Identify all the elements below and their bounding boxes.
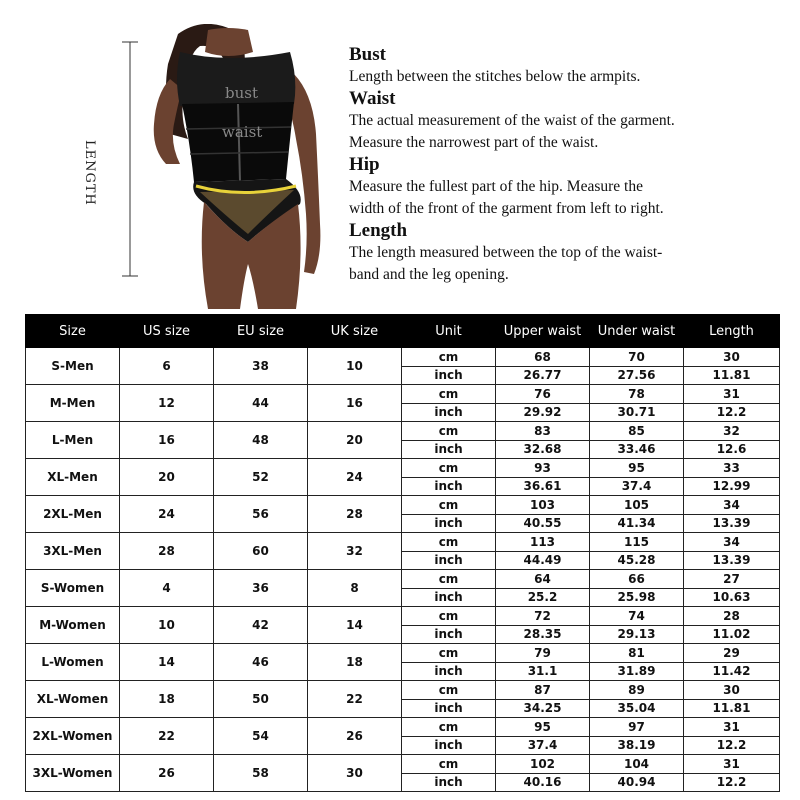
table-cell: inch [402, 625, 496, 644]
table-cell: cm [402, 422, 496, 441]
table-cell: 2XL-Men [26, 496, 120, 533]
table-cell: 36 [214, 570, 308, 607]
table-cell: 11.42 [684, 662, 780, 681]
length-ruler [115, 40, 145, 278]
table-cell: 32.68 [496, 440, 590, 459]
table-cell: cm [402, 496, 496, 515]
table-cell: inch [402, 736, 496, 755]
table-cell: 10 [308, 348, 402, 385]
table-cell: L-Women [26, 644, 120, 681]
table-cell: 32 [684, 422, 780, 441]
table-cell: M-Women [26, 607, 120, 644]
table-cell: 44 [214, 385, 308, 422]
table-cell: 79 [496, 644, 590, 663]
table-cell: 66 [590, 570, 684, 589]
description-text: band and the leg opening. [349, 266, 509, 283]
table-cell: 30 [308, 755, 402, 792]
table-cell: 28 [308, 496, 402, 533]
table-cell: 16 [120, 422, 214, 459]
table-cell: 89 [590, 681, 684, 700]
table-cell: 28 [120, 533, 214, 570]
table-cell: 12.99 [684, 477, 780, 496]
table-cell: 87 [496, 681, 590, 700]
table-cell: 74 [590, 607, 684, 626]
table-cell: 27 [684, 570, 780, 589]
column-header: Size [26, 315, 120, 348]
table-cell: 8 [308, 570, 402, 607]
column-header: Length [684, 315, 780, 348]
table-cell: inch [402, 514, 496, 533]
table-cell: 14 [120, 644, 214, 681]
column-header: Upper waist [496, 315, 590, 348]
table-cell: cm [402, 681, 496, 700]
table-cell: 11.02 [684, 625, 780, 644]
table-cell: 4 [120, 570, 214, 607]
table-cell: 3XL-Men [26, 533, 120, 570]
table-cell: 28.35 [496, 625, 590, 644]
table-row [26, 644, 780, 663]
table-cell: 34 [684, 533, 780, 552]
table-cell: 42 [214, 607, 308, 644]
description-text: Length between the stitches below the armpits. [349, 68, 641, 85]
description-text: width of the front of the garment from left to right. [349, 200, 664, 217]
description-text: The length measured between the top of the waist- [349, 244, 663, 261]
table-cell: 12.6 [684, 440, 780, 459]
description-title: Length [349, 220, 408, 241]
table-cell: inch [402, 699, 496, 718]
table-cell: 20 [308, 422, 402, 459]
table-cell: 40.55 [496, 514, 590, 533]
table-cell: inch [402, 662, 496, 681]
table-cell: S-Women [26, 570, 120, 607]
description-title: Waist [349, 88, 396, 109]
table-cell: 44.49 [496, 551, 590, 570]
column-header: UK size [308, 315, 402, 348]
table-cell: cm [402, 570, 496, 589]
table-cell: 6 [120, 348, 214, 385]
table-cell: XL-Women [26, 681, 120, 718]
table-cell: cm [402, 718, 496, 737]
bust-label: bust [225, 84, 258, 102]
table-cell: 26 [120, 755, 214, 792]
table-cell: 113 [496, 533, 590, 552]
table-cell: 24 [120, 496, 214, 533]
table-cell: 11.81 [684, 366, 780, 385]
measurement-descriptions [349, 44, 769, 286]
table-cell: 64 [496, 570, 590, 589]
table-cell: 56 [214, 496, 308, 533]
table-cell: L-Men [26, 422, 120, 459]
table-cell: 10.63 [684, 588, 780, 607]
table-cell: 10 [120, 607, 214, 644]
table-cell: 34.25 [496, 699, 590, 718]
table-cell: 29.13 [590, 625, 684, 644]
table-header-row [26, 315, 780, 348]
table-cell: S-Men [26, 348, 120, 385]
table-cell: 95 [496, 718, 590, 737]
waist-label: waist [222, 123, 263, 141]
table-cell: inch [402, 551, 496, 570]
table-cell: 36.61 [496, 477, 590, 496]
table-cell: 28 [684, 607, 780, 626]
table-row [26, 681, 780, 700]
table-cell: 41.34 [590, 514, 684, 533]
table-cell: 37.4 [496, 736, 590, 755]
table-cell: 29 [684, 644, 780, 663]
table-cell: 25.98 [590, 588, 684, 607]
table-cell: 83 [496, 422, 590, 441]
table-cell: cm [402, 459, 496, 478]
table-cell: 52 [214, 459, 308, 496]
table-cell: 12.2 [684, 773, 780, 792]
table-cell: 12 [120, 385, 214, 422]
description-title: Bust [349, 44, 386, 65]
table-cell: 13.39 [684, 551, 780, 570]
table-cell: 76 [496, 385, 590, 404]
table-cell: 31 [684, 718, 780, 737]
table-cell: 31 [684, 755, 780, 774]
table-cell: cm [402, 607, 496, 626]
table-cell: 33 [684, 459, 780, 478]
description-text: Measure the narrowest part of the waist. [349, 134, 599, 151]
table-cell: 68 [496, 348, 590, 367]
table-cell: 103 [496, 496, 590, 515]
table-cell: 18 [120, 681, 214, 718]
table-cell: 48 [214, 422, 308, 459]
table-cell: 32 [308, 533, 402, 570]
table-row [26, 533, 780, 552]
table-cell: 30 [684, 681, 780, 700]
column-header: EU size [214, 315, 308, 348]
table-cell: 72 [496, 607, 590, 626]
table-cell: 46 [214, 644, 308, 681]
table-cell: 31 [684, 385, 780, 404]
table-cell: inch [402, 366, 496, 385]
table-row [26, 385, 780, 404]
table-cell: 27.56 [590, 366, 684, 385]
table-cell: 115 [590, 533, 684, 552]
table-row [26, 755, 780, 774]
table-cell: 38 [214, 348, 308, 385]
table-cell: 16 [308, 385, 402, 422]
table-row [26, 459, 780, 478]
table-cell: M-Men [26, 385, 120, 422]
table-row [26, 570, 780, 589]
table-cell: 2XL-Women [26, 718, 120, 755]
table-cell: 81 [590, 644, 684, 663]
table-cell: 22 [308, 681, 402, 718]
table-cell: 11.81 [684, 699, 780, 718]
table-cell: cm [402, 348, 496, 367]
table-cell: 95 [590, 459, 684, 478]
table-cell: 105 [590, 496, 684, 515]
table-cell: 26 [308, 718, 402, 755]
size-chart-table [25, 314, 780, 792]
table-cell: inch [402, 588, 496, 607]
neck [205, 28, 253, 56]
table-row [26, 348, 780, 367]
table-cell: 30 [684, 348, 780, 367]
table-cell: 18 [308, 644, 402, 681]
table-cell: 29.92 [496, 403, 590, 422]
table-cell: inch [402, 403, 496, 422]
table-cell: 78 [590, 385, 684, 404]
table-row [26, 718, 780, 737]
table-cell: 104 [590, 755, 684, 774]
table-cell: 40.16 [496, 773, 590, 792]
table-cell: 31.1 [496, 662, 590, 681]
table-cell: 31.89 [590, 662, 684, 681]
table-row [26, 422, 780, 441]
table-row [26, 607, 780, 626]
table-cell: 40.94 [590, 773, 684, 792]
table-cell: 97 [590, 718, 684, 737]
table-cell: cm [402, 755, 496, 774]
table-cell: 85 [590, 422, 684, 441]
table-cell: 60 [214, 533, 308, 570]
table-cell: cm [402, 385, 496, 404]
table-cell: 102 [496, 755, 590, 774]
table-cell: 33.46 [590, 440, 684, 459]
table-cell: 30.71 [590, 403, 684, 422]
length-label: LENGTH [82, 140, 97, 206]
table-cell: 25.2 [496, 588, 590, 607]
table-cell: 12.2 [684, 736, 780, 755]
table-cell: 54 [214, 718, 308, 755]
table-cell: 37.4 [590, 477, 684, 496]
table-cell: 26.77 [496, 366, 590, 385]
table-row [26, 496, 780, 515]
table-cell: inch [402, 440, 496, 459]
table-cell: 93 [496, 459, 590, 478]
description-title: Hip [349, 154, 380, 175]
column-header: Under waist [590, 315, 684, 348]
table-cell: 13.39 [684, 514, 780, 533]
table-cell: 20 [120, 459, 214, 496]
table-cell: 58 [214, 755, 308, 792]
table-cell: 35.04 [590, 699, 684, 718]
column-header: Unit [402, 315, 496, 348]
table-cell: 24 [308, 459, 402, 496]
description-text: Measure the fullest part of the hip. Measure the [349, 178, 643, 195]
table-cell: cm [402, 533, 496, 552]
table-cell: 3XL-Women [26, 755, 120, 792]
table-cell: 70 [590, 348, 684, 367]
table-cell: 50 [214, 681, 308, 718]
table-cell: inch [402, 477, 496, 496]
table-cell: 45.28 [590, 551, 684, 570]
table-cell: 12.2 [684, 403, 780, 422]
table-cell: cm [402, 644, 496, 663]
table-cell: 22 [120, 718, 214, 755]
table-cell: 38.19 [590, 736, 684, 755]
table-cell: 14 [308, 607, 402, 644]
description-text: The actual measurement of the waist of the garment. [349, 112, 675, 129]
table-cell: XL-Men [26, 459, 120, 496]
column-header: US size [120, 315, 214, 348]
table-cell: inch [402, 773, 496, 792]
table-cell: 34 [684, 496, 780, 515]
